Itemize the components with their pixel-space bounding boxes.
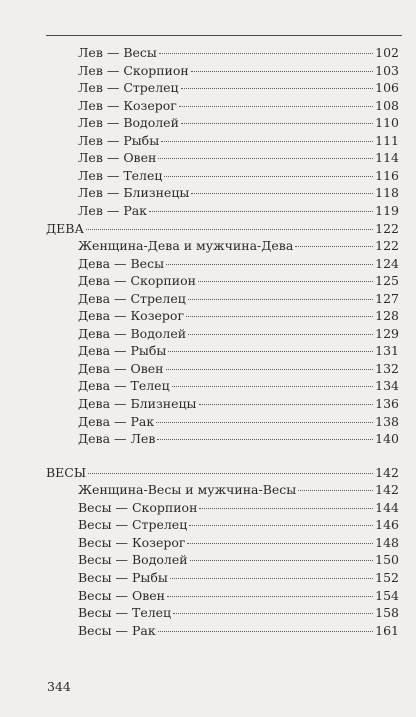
toc-entry — [78, 325, 399, 342]
entry-title: Дева — Телец — [78, 378, 170, 394]
dot-leader — [166, 368, 374, 370]
entry-page-number: 102 — [375, 45, 399, 60]
entry-title: Весы — Скорпион — [78, 499, 198, 515]
entry-title: Весы — Овен — [78, 587, 165, 603]
dot-leader — [188, 333, 373, 335]
toc-entry — [78, 237, 399, 254]
entry-page-number: 152 — [375, 569, 399, 585]
dot-leader — [164, 175, 373, 177]
toc-entry — [78, 62, 399, 79]
dot-leader — [191, 192, 373, 194]
entry-page-number: 131 — [375, 343, 399, 359]
entry-title: Лев — Козерог — [78, 97, 177, 113]
entry-title: Лев — Весы — [78, 45, 157, 60]
entry-title: ДЕВА — [46, 220, 84, 236]
entry-title: Весы — Водолей — [78, 552, 188, 568]
page-number: 344 — [47, 679, 71, 694]
entry-title: Лев — Водолей — [78, 115, 179, 131]
entry-title: ВЕСЫ — [46, 464, 87, 480]
entry-page-number: 148 — [375, 534, 399, 550]
toc-entry — [78, 587, 399, 604]
entry-title: Дева — Близнецы — [78, 396, 197, 411]
dot-leader — [187, 542, 373, 544]
toc-entry — [78, 499, 399, 516]
toc-entry — [78, 184, 399, 201]
section-heading — [46, 464, 399, 481]
toc-entry — [78, 604, 399, 621]
toc-entry — [78, 167, 399, 184]
dot-leader — [86, 228, 373, 230]
entry-title: Весы — Рак — [78, 622, 156, 638]
dot-leader — [167, 595, 373, 597]
dot-leader — [172, 385, 374, 387]
dot-leader — [88, 472, 373, 474]
dot-leader — [168, 350, 373, 352]
entry-page-number: 142 — [375, 464, 399, 480]
section-heading — [46, 220, 399, 237]
entry-title: Женщина-Весы и мужчина-Весы — [78, 482, 297, 498]
entry-title: Дева — Весы — [78, 255, 165, 271]
toc-entry — [78, 79, 399, 96]
toc-entry — [78, 114, 399, 131]
entry-page-number: 106 — [375, 80, 399, 96]
entry-title: Дева — Овен — [78, 360, 164, 376]
toc-entry — [78, 430, 399, 447]
entry-page-number: 122 — [375, 238, 399, 254]
entry-page-number: 128 — [375, 308, 399, 324]
dot-leader — [149, 210, 373, 212]
toc-entry — [78, 290, 399, 307]
dot-leader — [158, 630, 373, 632]
dot-leader — [199, 403, 374, 405]
dot-leader — [181, 122, 373, 124]
toc-entry — [78, 149, 399, 166]
entry-page-number: 122 — [375, 220, 399, 236]
dot-leader — [166, 263, 373, 265]
entry-title: Весы — Рыбы — [78, 569, 168, 585]
dot-leader — [198, 280, 373, 282]
entry-page-number: 111 — [375, 132, 399, 148]
entry-page-number: 158 — [375, 605, 399, 621]
entry-title: Лев — Телец — [78, 167, 163, 183]
entry-page-number: 110 — [375, 115, 399, 131]
entry-page-number: 116 — [375, 167, 399, 183]
toc-entry — [78, 395, 399, 412]
entry-page-number: 124 — [375, 255, 399, 271]
dot-leader — [181, 87, 374, 89]
entry-page-number: 150 — [375, 552, 399, 568]
toc-entry — [78, 272, 399, 289]
entry-page-number: 144 — [375, 499, 399, 515]
entry-page-number: 103 — [375, 62, 399, 78]
dot-leader — [156, 421, 373, 423]
toc-entry — [78, 377, 399, 394]
header-rule — [46, 35, 402, 36]
entry-title: Дева — Водолей — [78, 325, 187, 341]
entry-title: Дева — Рыбы — [78, 343, 167, 359]
entry-page-number: 118 — [375, 185, 399, 201]
toc-entry — [78, 342, 399, 359]
entry-title: Дева — Скорпион — [78, 273, 196, 289]
toc-entry — [78, 481, 399, 498]
dot-leader — [298, 489, 373, 491]
entry-page-number: 154 — [375, 587, 399, 603]
toc-entry — [78, 202, 399, 219]
entry-page-number: 138 — [375, 413, 399, 429]
entry-page-number: 142 — [375, 482, 399, 498]
toc-entry — [78, 516, 399, 533]
entry-page-number: 161 — [375, 622, 399, 638]
entry-title: Весы — Телец — [78, 605, 172, 621]
entry-page-number: 146 — [375, 517, 399, 533]
dot-leader — [161, 140, 373, 142]
dot-leader — [199, 507, 373, 509]
entry-page-number: 132 — [375, 360, 399, 376]
dot-leader — [159, 52, 373, 54]
dot-leader — [295, 245, 373, 247]
entry-title: Лев — Рыбы — [78, 132, 160, 148]
toc-entry — [78, 569, 399, 586]
entry-title: Лев — Близнецы — [78, 185, 190, 201]
dot-leader — [173, 612, 373, 614]
entry-page-number: 129 — [375, 325, 399, 341]
entry-page-number: 119 — [375, 202, 399, 218]
entry-page-number: 114 — [375, 150, 399, 166]
dot-leader — [188, 298, 373, 300]
entry-title: Лев — Овен — [78, 150, 157, 166]
entry-page-number: 108 — [375, 97, 399, 113]
entry-title: Лев — Рак — [78, 202, 147, 218]
entry-title: Женщина-Дева и мужчина-Дева — [78, 238, 294, 254]
entry-title: Дева — Лев — [78, 431, 156, 447]
entry-title: Дева — Козерог — [78, 308, 184, 324]
entry-page-number: 125 — [375, 273, 399, 289]
entry-title: Дева — Стрелец — [78, 290, 186, 306]
dot-leader — [191, 70, 373, 72]
entry-title: Лев — Стрелец — [78, 80, 179, 96]
entry-page-number: 127 — [375, 290, 399, 306]
toc-entry — [78, 360, 399, 377]
entry-page-number: 136 — [375, 396, 399, 411]
toc-entry — [78, 255, 399, 272]
toc-entry — [78, 413, 399, 430]
entry-title: Лев — Скорпион — [78, 62, 189, 78]
toc-entry — [78, 622, 399, 639]
toc-entry — [78, 534, 399, 551]
entry-title: Дева — Рак — [78, 413, 155, 429]
entry-page-number: 140 — [375, 431, 399, 447]
dot-leader — [190, 559, 374, 561]
toc-entry — [78, 307, 399, 324]
entry-page-number: 134 — [375, 378, 399, 394]
dot-leader — [179, 105, 373, 107]
dot-leader — [158, 157, 373, 159]
dot-leader — [189, 524, 373, 526]
toc-entry — [78, 44, 399, 61]
toc-entry — [78, 551, 399, 568]
toc-entry — [78, 132, 399, 149]
entry-title: Весы — Козерог — [78, 534, 186, 550]
dot-leader — [157, 438, 373, 440]
entry-title: Весы — Стрелец — [78, 517, 188, 533]
dot-leader — [186, 315, 373, 317]
toc-entry — [78, 97, 399, 114]
dot-leader — [170, 577, 373, 579]
